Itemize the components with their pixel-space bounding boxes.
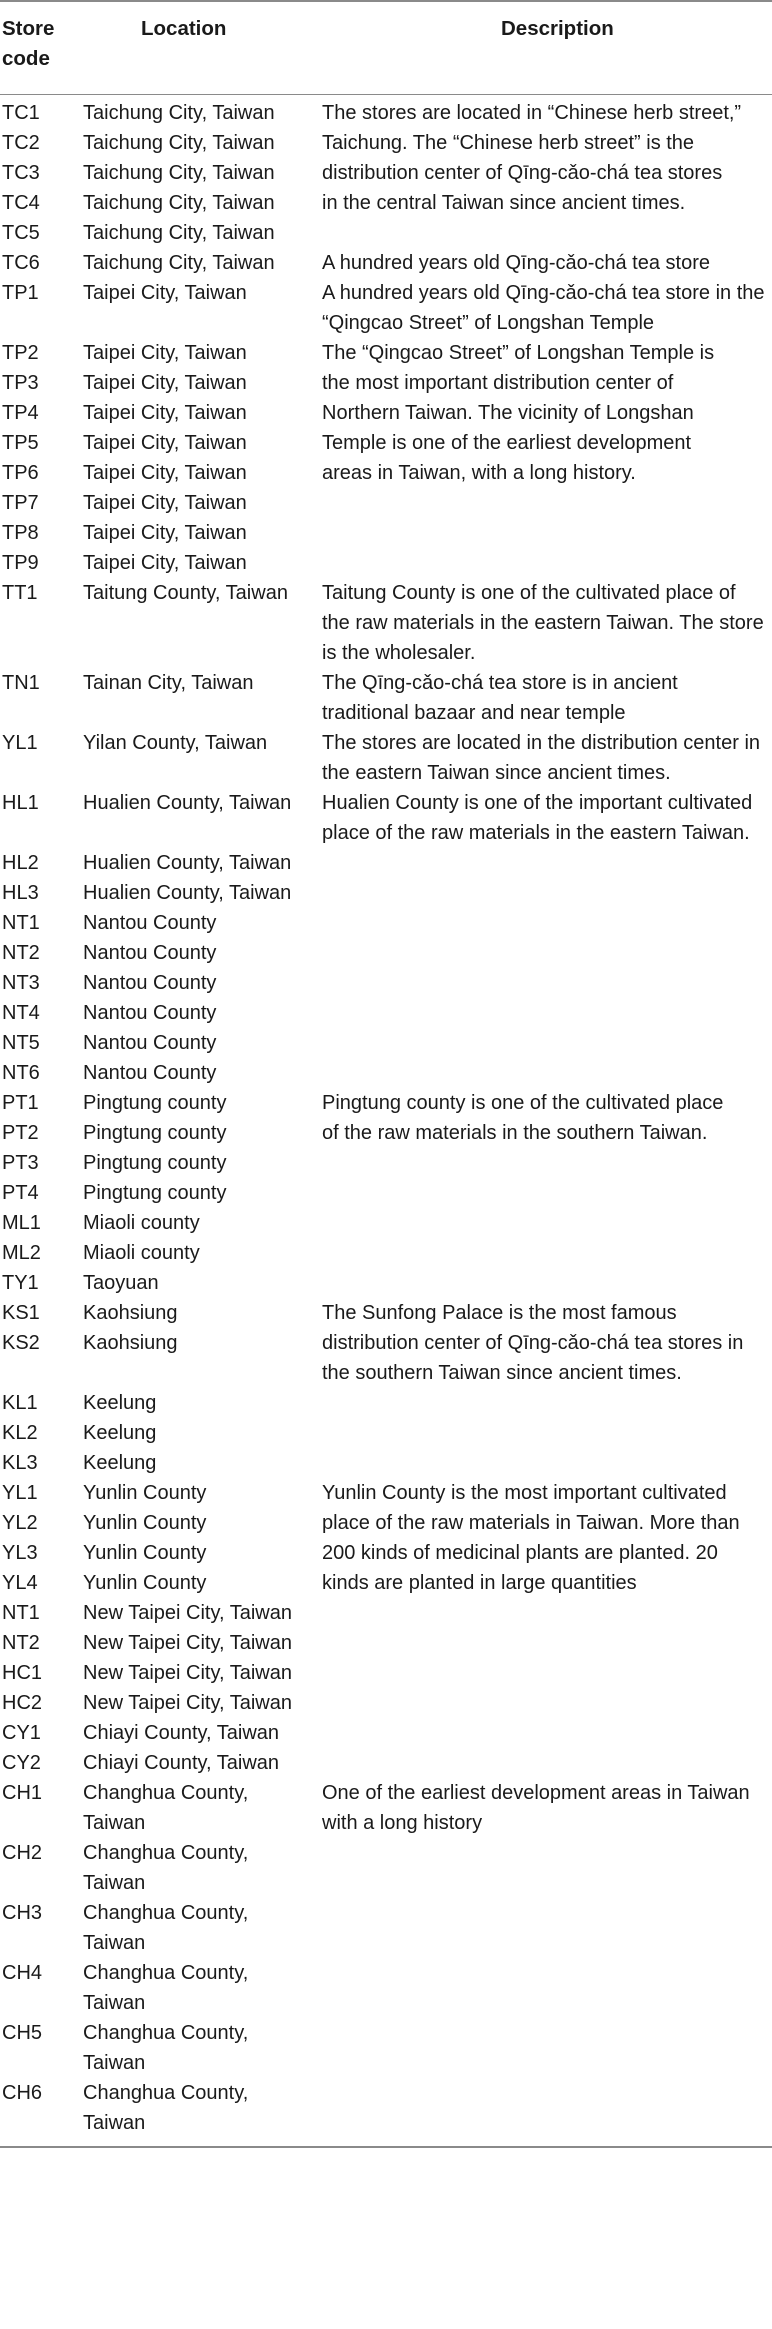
cell-store-code: TC4 [2,192,40,214]
cell-store-code: ML1 [2,1212,41,1234]
cell-description [310,1958,772,2018]
cell-description: Temple is one of the earliest development [322,432,692,454]
table-row [0,1118,772,1148]
cell-location: Changhua County, Taiwan [83,1782,249,1834]
cell-description [310,1178,772,1208]
cell-store-code: CH2 [2,1842,43,1864]
cell-store-code: HC1 [2,1662,43,1684]
cell-description [310,1388,772,1418]
table-row [0,1058,772,1088]
cell-location: Taitung County, Taiwan [83,582,288,604]
table-row [0,278,772,338]
cell-store-code: YL4 [2,1572,38,1594]
cell-store-code: CH1 [2,1782,43,1804]
cell-description [310,1898,772,1958]
cell-store-code: HC2 [2,1692,43,1714]
cell-description [310,1268,772,1298]
cell-location: Taichung City, Taiwan [83,252,275,274]
header-description: Description [501,17,614,40]
cell-description: Hualien County is one of the important cultivated place of the raw materials in the eastern Taiwan. [322,792,753,844]
table-row [0,368,772,398]
table-row [0,188,772,218]
cell-description [310,488,772,518]
cell-location: Changhua County, Taiwan [83,2022,249,2074]
cell-description [310,998,772,1028]
cell-location: Tainan City, Taiwan [83,672,254,694]
cell-location: Chiayi County, Taiwan [83,1722,280,1744]
cell-description [310,1238,772,1268]
cell-description [310,1148,772,1178]
cell-store-code: YL2 [2,1512,38,1534]
cell-description [310,1688,772,1718]
table-row [0,1958,772,2018]
cell-description [310,878,772,908]
cell-store-code: TP1 [2,282,39,304]
cell-location: Miaoli county [83,1242,200,1264]
cell-location: Kaohsiung [83,1302,178,1324]
cell-location: Kaohsiung [83,1332,178,1354]
cell-description [310,968,772,998]
cell-description: areas in Taiwan, with a long history. [322,462,636,484]
cell-description [310,1418,772,1448]
cell-store-code: TC2 [2,132,40,154]
cell-store-code: TP5 [2,432,39,454]
header-store-code: Store code [2,17,55,70]
table-row [0,1148,772,1178]
cell-location: Taichung City, Taiwan [83,162,275,184]
header-location: Location [141,17,227,40]
cell-description: Northern Taiwan. The vicinity of Longshan [322,402,694,424]
cell-description: of the raw materials in the southern Taiwan. [322,1122,708,1144]
cell-description [310,848,772,878]
cell-store-code: TP3 [2,372,39,394]
cell-description [310,938,772,968]
table-row [0,518,772,548]
cell-store-code: PT1 [2,1092,39,1114]
table-row [0,968,772,998]
table-row [0,1328,772,1388]
cell-location: Changhua County, Taiwan [83,2082,249,2134]
cell-description: kinds are planted in large quantities [322,1572,637,1594]
table-row [0,1238,772,1268]
table-row [0,488,772,518]
cell-location: Taipei City, Taiwan [83,342,247,364]
cell-store-code: ML2 [2,1242,41,1264]
cell-location: Taipei City, Taiwan [83,462,247,484]
cell-store-code: TY1 [2,1272,39,1294]
cell-description: 200 kinds of medicinal plants are planted. 20 [322,1542,718,1564]
cell-description: A hundred years old Qīng-cǎo-chá tea store [322,252,711,274]
cell-location: Yunlin County [83,1542,207,1564]
cell-location: Keelung [83,1452,157,1474]
table-row [0,158,772,188]
table-row [0,95,772,129]
cell-description: distribution center of Qīng-cǎo-chá tea stores in the southern Taiwan since ancient times. [322,1332,744,1384]
cell-location: Taichung City, Taiwan [83,222,275,244]
cell-description: Taitung County is one of the cultivated place of the raw materials in the eastern Taiwan. The store is the wholesaler. [322,582,764,664]
cell-location: Pingtung county [83,1122,227,1144]
cell-location: Taipei City, Taiwan [83,522,247,544]
table-row [0,998,772,1028]
cell-location: Hualien County, Taiwan [83,852,292,874]
cell-location: Taipei City, Taiwan [83,402,247,424]
cell-location: Changhua County, Taiwan [83,1842,249,1894]
table-row [0,458,772,488]
cell-store-code: TP2 [2,342,39,364]
cell-store-code: TC3 [2,162,40,184]
cell-description [310,1028,772,1058]
cell-store-code: TC5 [2,222,40,244]
table-row [0,1208,772,1238]
cell-location: Taichung City, Taiwan [83,132,275,154]
table-row [0,548,772,578]
cell-store-code: NT4 [2,1002,40,1024]
cell-location: New Taipei City, Taiwan [83,1692,292,1714]
table-row [0,848,772,878]
cell-description: distribution center of Qīng-cǎo-chá tea stores [322,162,723,184]
table-row [0,1538,772,1568]
cell-description [310,518,772,548]
cell-description: Yunlin County is the most important cultivated [322,1482,727,1504]
cell-store-code: PT4 [2,1182,39,1204]
cell-store-code: NT3 [2,972,40,994]
cell-description: The stores are located in the distribution center in the eastern Taiwan since ancient times. [322,732,761,784]
table-row [0,1448,772,1478]
cell-location: New Taipei City, Taiwan [83,1632,292,1654]
cell-store-code: NT1 [2,912,40,934]
cell-description [310,1748,772,1778]
table-row [0,938,772,968]
cell-store-code: CH3 [2,1902,43,1924]
cell-location: Yunlin County [83,1572,207,1594]
cell-location: Nantou County [83,942,217,964]
table-row [0,1718,772,1748]
table-row [0,1418,772,1448]
table-header [0,1,772,95]
cell-location: Taichung City, Taiwan [83,192,275,214]
cell-store-code: YL3 [2,1542,38,1564]
cell-store-code: KL3 [2,1452,38,1474]
cell-store-code: TP9 [2,552,39,574]
cell-location: Yunlin County [83,1482,207,1504]
cell-location: New Taipei City, Taiwan [83,1602,292,1624]
cell-location: Pingtung county [83,1152,227,1174]
cell-location: Miaoli county [83,1212,200,1234]
cell-location: Chiayi County, Taiwan [83,1752,280,1774]
cell-description: the most important distribution center of [322,372,674,394]
table-row [0,1268,772,1298]
cell-location: Pingtung county [83,1092,227,1114]
cell-location: Taichung City, Taiwan [83,102,275,124]
cell-store-code: NT2 [2,1632,40,1654]
cell-location: Taoyuan [83,1272,159,1294]
cell-description [310,1598,772,1628]
table-row [0,878,772,908]
cell-location: Hualien County, Taiwan [83,882,292,904]
cell-description: A hundred years old Qīng-cǎo-chá tea store in the “Qingcao Street” of Longshan Temple [322,282,765,334]
cell-store-code: KS1 [2,1302,40,1324]
table-row [0,788,772,848]
table-row [0,1688,772,1718]
cell-location: Nantou County [83,1002,217,1024]
table-row [0,1598,772,1628]
cell-description [310,2078,772,2147]
cell-location: Taipei City, Taiwan [83,552,247,574]
table-row [0,1508,772,1538]
cell-location: Keelung [83,1422,157,1444]
cell-location: Nantou County [83,912,217,934]
cell-description [310,1718,772,1748]
cell-store-code: TT1 [2,582,38,604]
cell-store-code: NT2 [2,942,40,964]
cell-store-code: YL1 [2,1482,38,1504]
cell-store-code: CH6 [2,2082,43,2104]
cell-store-code: TP6 [2,462,39,484]
cell-description: The “Qingcao Street” of Longshan Temple is [322,342,715,364]
cell-location: Taipei City, Taiwan [83,372,247,394]
cell-description [310,548,772,578]
cell-store-code: YL1 [2,732,38,754]
table-row [0,908,772,938]
cell-description: Taichung. The “Chinese herb street” is the [322,132,695,154]
cell-description: in the central Taiwan since ancient times. [322,192,686,214]
table-row [0,668,772,728]
table-row [0,1028,772,1058]
table-row [0,1778,772,1838]
header-row [0,1,772,95]
cell-store-code: KL2 [2,1422,38,1444]
table-body [0,95,772,2148]
cell-description [310,1448,772,1478]
cell-store-code: HL1 [2,792,39,814]
cell-store-code: PT2 [2,1122,39,1144]
cell-description: The Qīng-cǎo-chá tea store is in ancient traditional bazaar and near temple [322,672,678,724]
table-row [0,428,772,458]
cell-location: Changhua County, Taiwan [83,1962,249,2014]
cell-description [310,1628,772,1658]
cell-location: Changhua County, Taiwan [83,1902,249,1954]
cell-description [310,1208,772,1238]
table-row [0,1298,772,1328]
cell-store-code: PT3 [2,1152,39,1174]
cell-store-code: KS2 [2,1332,40,1354]
table-row [0,2018,772,2078]
cell-store-code: TC6 [2,252,40,274]
cell-description: One of the earliest development areas in Taiwan with a long history [322,1782,750,1834]
cell-location: Nantou County [83,1032,217,1054]
cell-description [310,1838,772,1898]
cell-description [310,218,772,248]
table-row [0,1898,772,1958]
cell-location: Taipei City, Taiwan [83,492,247,514]
cell-location: Yilan County, Taiwan [83,732,268,754]
cell-store-code: NT6 [2,1062,40,1084]
cell-store-code: HL3 [2,882,39,904]
cell-store-code: KL1 [2,1392,38,1414]
cell-description [310,1658,772,1688]
table-row [0,1748,772,1778]
cell-description: place of the raw materials in Taiwan. More than [322,1512,740,1534]
cell-location: Nantou County [83,1062,217,1084]
cell-description [310,908,772,938]
cell-store-code: CH5 [2,2022,43,2044]
cell-store-code: TP8 [2,522,39,544]
cell-location: New Taipei City, Taiwan [83,1662,292,1684]
table-row [0,1568,772,1598]
table-row [0,1388,772,1418]
table-row [0,338,772,368]
cell-location: Taipei City, Taiwan [83,282,247,304]
cell-store-code: CY2 [2,1752,41,1774]
table-row [0,248,772,278]
cell-store-code: CY1 [2,1722,41,1744]
table-row [0,578,772,668]
cell-store-code: CH4 [2,1962,43,1984]
table-row [0,1478,772,1508]
cell-description [310,1058,772,1088]
cell-store-code: NT1 [2,1602,40,1624]
cell-location: Nantou County [83,972,217,994]
table-row [0,2078,772,2147]
cell-location: Yunlin County [83,1512,207,1534]
cell-store-code: TP4 [2,402,39,424]
table-row [0,1628,772,1658]
table-row [0,728,772,788]
cell-location: Taipei City, Taiwan [83,432,247,454]
table-row [0,1088,772,1118]
table-row [0,1658,772,1688]
table-row [0,128,772,158]
cell-store-code: TP7 [2,492,39,514]
cell-description: The Sunfong Palace is the most famous [322,1302,677,1324]
cell-description: Pingtung county is one of the cultivated place [322,1092,724,1114]
cell-location: Hualien County, Taiwan [83,792,292,814]
cell-description: The stores are located in “Chinese herb street,” [322,102,742,124]
cell-description [310,2018,772,2078]
table-row [0,1838,772,1898]
cell-store-code: TN1 [2,672,40,694]
table-row [0,1178,772,1208]
cell-store-code: TC1 [2,102,40,124]
cell-location: Keelung [83,1392,157,1414]
cell-store-code: NT5 [2,1032,40,1054]
cell-location: Pingtung county [83,1182,227,1204]
table-row [0,398,772,428]
cell-store-code: HL2 [2,852,39,874]
table-row [0,218,772,248]
